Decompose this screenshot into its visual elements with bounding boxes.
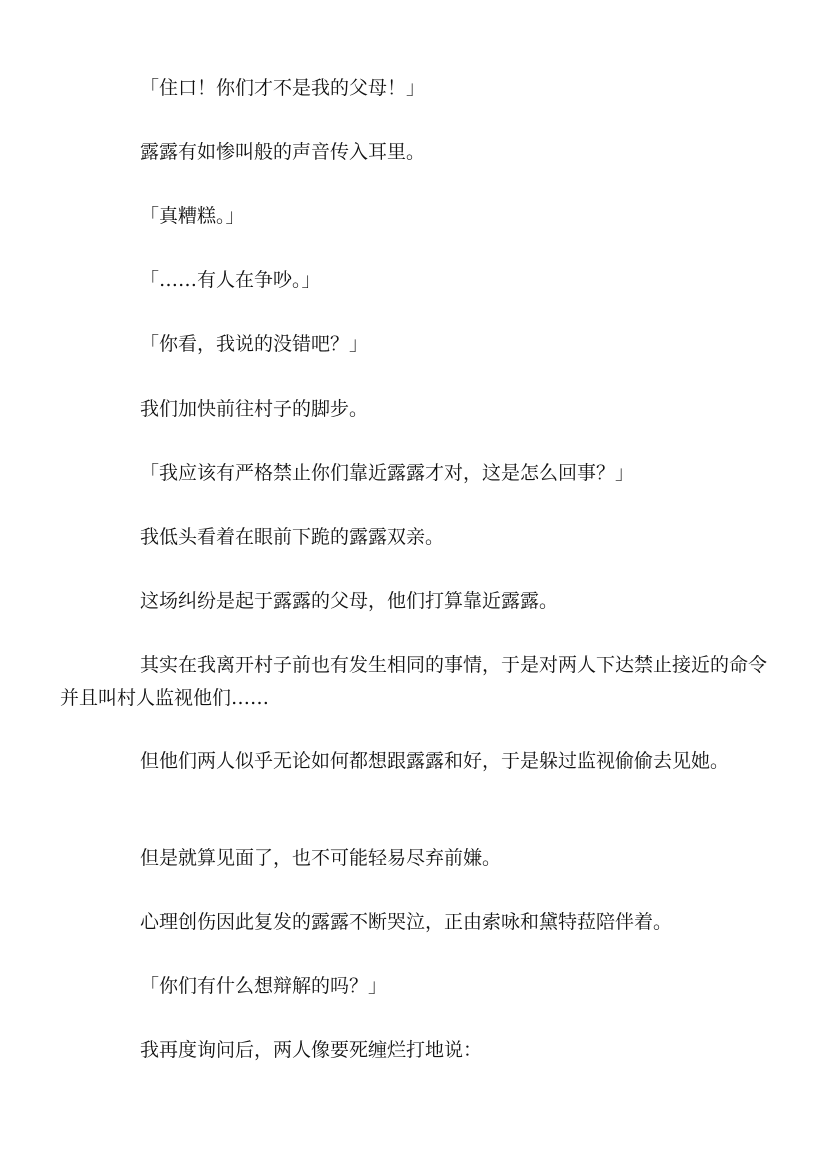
paragraph: 心理创伤因此复发的露露不断哭泣，正由索咏和黛特菈陪伴着。 xyxy=(140,911,673,933)
paragraph: 我再度询问后，两人像要死缠烂打地说： xyxy=(140,1039,483,1061)
paragraph: 其实在我离开村子前也有发生相同的事情，于是对两人下达禁止接近的命令并且叫村人监视他们…… xyxy=(60,654,768,709)
paragraph: 我低头看着在眼前下跪的露露双亲。 xyxy=(140,526,445,548)
paragraph: 「你看，我说的没错吧？」 xyxy=(140,333,369,355)
paragraph: 「……有人在争吵。」 xyxy=(140,269,321,291)
paragraph: 我们加快前往村子的脚步。 xyxy=(140,398,369,420)
paragraph: 「住口！你们才不是我的父母！」 xyxy=(140,77,426,99)
paragraph: 但他们两人似乎无论如何都想跟露露和好，于是躲过监视偷偷去见她。 xyxy=(140,750,730,772)
paragraph: 「你们有什么想辩解的吗？」 xyxy=(140,975,388,997)
paragraph: 但是就算见面了，也不可能轻易尽弃前嫌。 xyxy=(140,847,502,869)
paragraph: 「我应该有严格禁止你们靠近露露才对，这是怎么回事？」 xyxy=(140,462,635,484)
paragraph: 这场纠纷是起于露露的父母，他们打算靠近露露。 xyxy=(140,590,559,612)
paragraph: 「真糟糕。」 xyxy=(140,205,245,227)
paragraph: 露露有如惨叫般的声音传入耳里。 xyxy=(140,141,426,163)
